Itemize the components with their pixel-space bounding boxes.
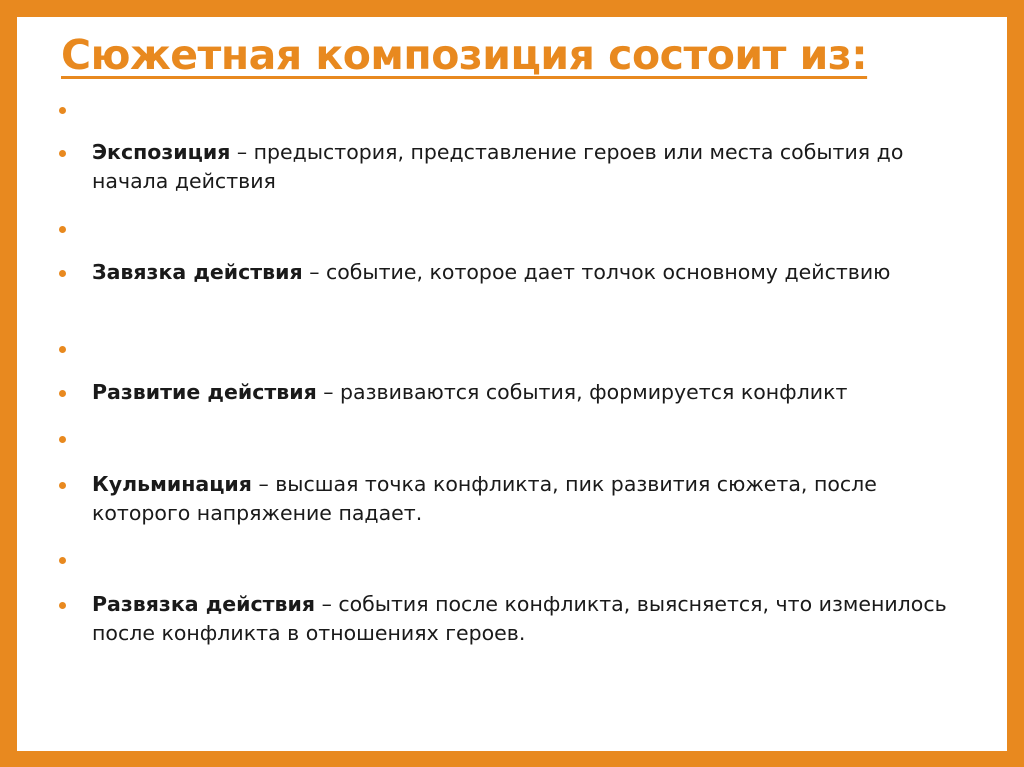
bullet-dot-icon <box>59 602 66 609</box>
item-description: – события после конфликта, выясняется, что изменилось после конфликта в отношениях героев. <box>92 592 947 645</box>
bullet-dot-icon <box>59 482 66 489</box>
bullet-dot-icon <box>59 346 66 353</box>
bullet-dot-icon <box>59 436 66 443</box>
bullet-dot-icon <box>59 390 66 397</box>
item-term: Завязка действия <box>92 260 303 284</box>
item-description: – развиваются события, формируется конфликт <box>316 380 848 404</box>
item-text <box>92 470 967 528</box>
item-description: – событие, которое дает толчок основному действию <box>302 260 891 284</box>
item-term: Экспозиция <box>92 140 231 164</box>
item-description: – высшая точка конфликта, пик развития сюжета, после которого напряжение падает. <box>92 472 877 525</box>
list-item <box>59 258 967 287</box>
bullet-dot-icon <box>59 270 66 277</box>
slide-title: Сюжетная композиция состоит из: <box>61 31 868 79</box>
list-item <box>59 590 967 648</box>
bullet-dot-icon <box>59 226 66 233</box>
item-term: Кульминация <box>92 472 252 496</box>
list-item <box>59 470 967 528</box>
bullet-dot-icon <box>59 150 66 157</box>
item-text <box>92 138 967 196</box>
item-text <box>92 378 967 407</box>
item-term: Развитие действия <box>92 380 317 404</box>
bullet-dot-icon <box>59 107 66 114</box>
bullet-dot-icon <box>59 557 66 564</box>
item-text <box>92 258 967 287</box>
item-term: Развязка действия <box>92 592 316 616</box>
list-item <box>59 138 967 196</box>
item-text <box>92 590 967 648</box>
slide-content <box>17 17 1007 751</box>
list-item <box>59 378 967 407</box>
item-description: – предыстория, представление героев или места события до начала действия <box>92 140 904 193</box>
